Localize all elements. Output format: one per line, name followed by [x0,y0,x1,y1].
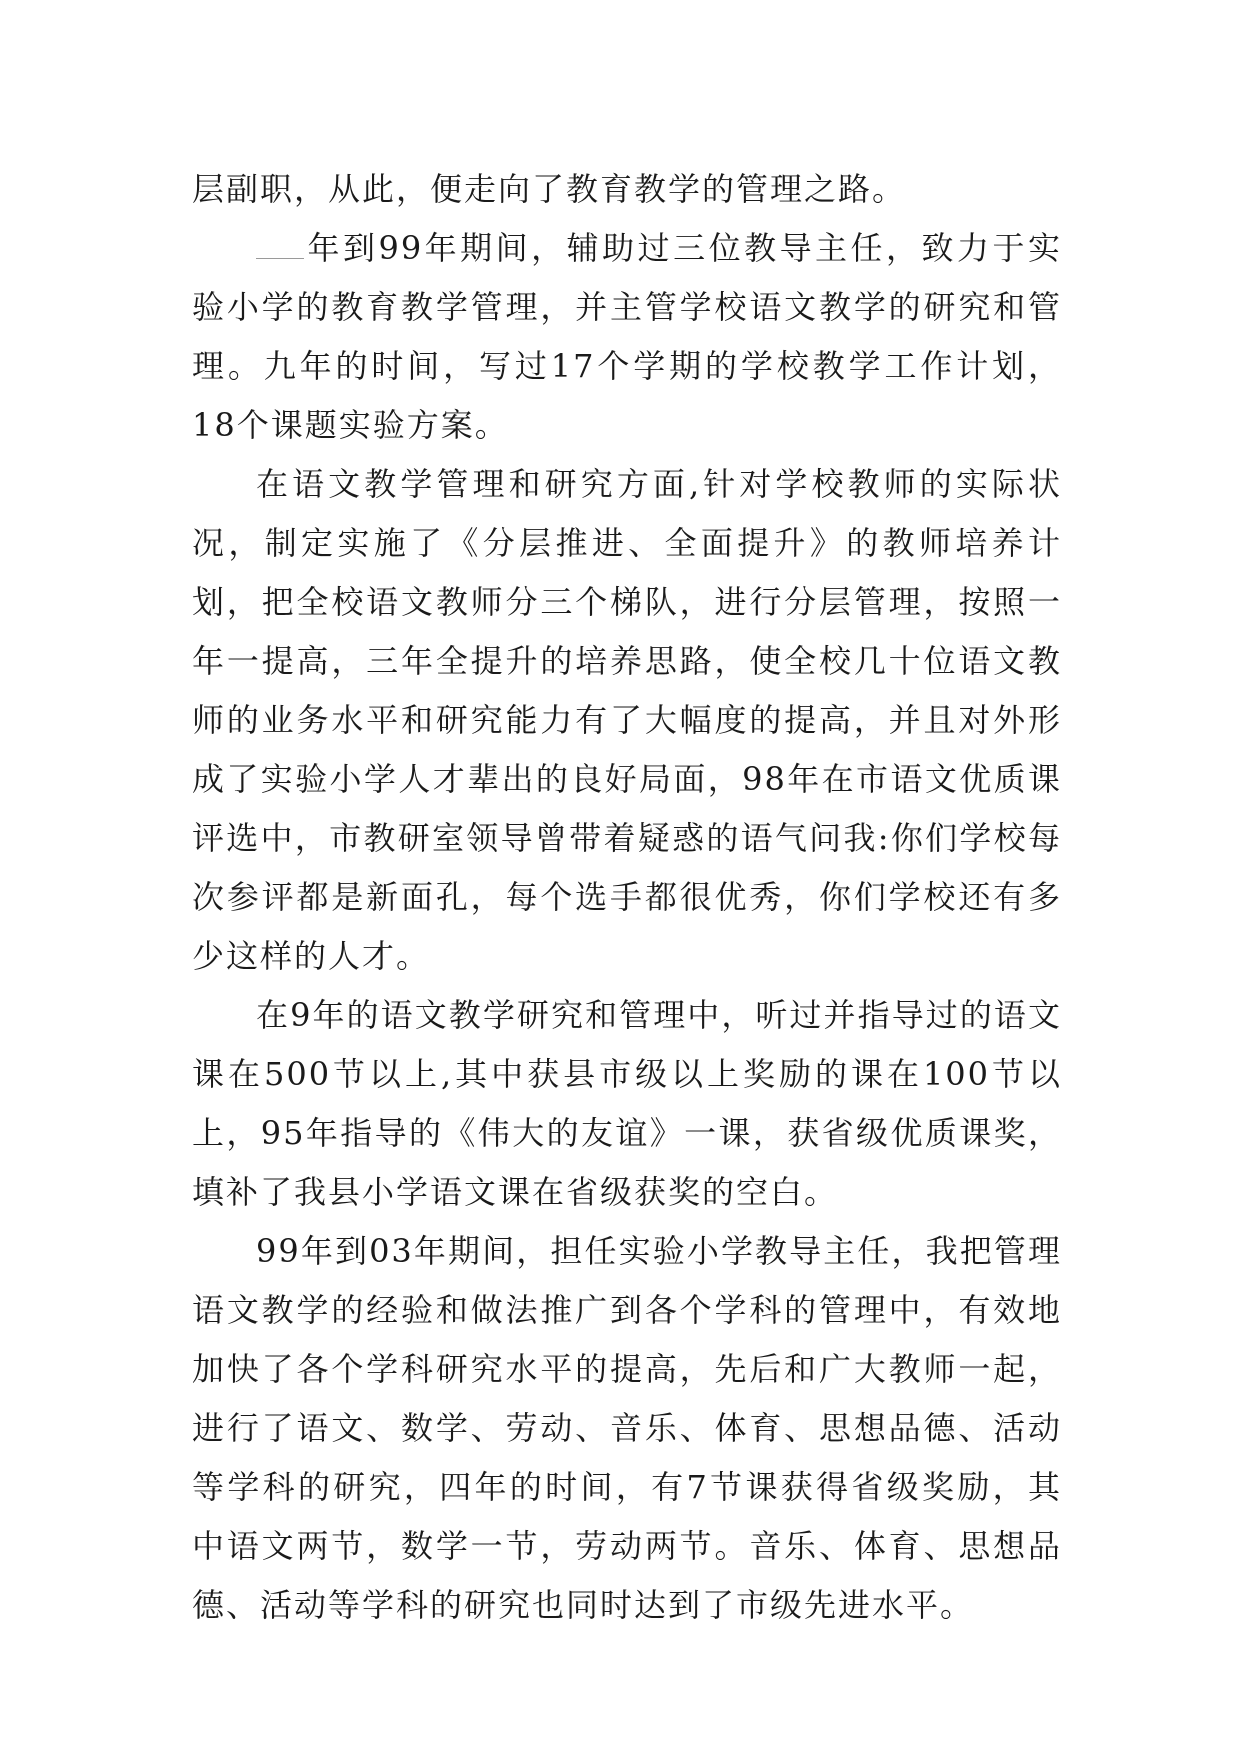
paragraph-2 [192,219,1062,455]
document-body [192,160,1062,1635]
blank-underline [256,228,304,259]
paragraph-1: 层副职，从此，便走向了教育教学的管理之路。 [192,170,907,208]
paragraph-5: 99年到03年期间，担任实验小学教导主任，我把管理语文教学的经验和做法推广到各个学科的管理中，有效地加快了各个学科研究水平的提高，先后和广大教师一起，进行了语文、数学、劳动、音乐、体育、思想品德、活动等学科的研究，四年的时间，有7节课获得省级奖励，其中语文两节，数学一节，劳动两节。音乐、体育、思想品德、活动等学科的研究也同时达到了市级先进水平。 [192,1232,1062,1624]
paragraph-3: 在语文教学管理和研究方面,针对学校教师的实际状况，制定实施了《分层推进、全面提升》的教师培养计划，把全校语文教师分三个梯队，进行分层管理，按照一年一提高，三年全提升的培养思路，使全校几十位语文教师的业务水平和研究能力有了大幅度的提高，并且对外形成了实验小学人才辈出的良好局面，98年在市语文优质课评选中，市教研室领导曾带着疑惑的语气问我:你们学校每次参评都是新面孔，每个选手都很优秀，你们学校还有多少这样的人才。 [192,465,1062,975]
paragraph-4: 在9年的语文教学研究和管理中，听过并指导过的语文课在500节以上,其中获县市级以上奖励的课在100节以上，95年指导的《伟大的友谊》一课，获省级优质课奖，填补了我县小学语文课在省级获奖的空白。 [192,996,1062,1211]
paragraph-2-text: 年到99年期间，辅助过三位教导主任，致力于实验小学的教育教学管理，并主管学校语文教学的研究和管理。九年的时间，写过17个学期的学校教学工作计划，18个课题实验方案。 [192,229,1062,444]
